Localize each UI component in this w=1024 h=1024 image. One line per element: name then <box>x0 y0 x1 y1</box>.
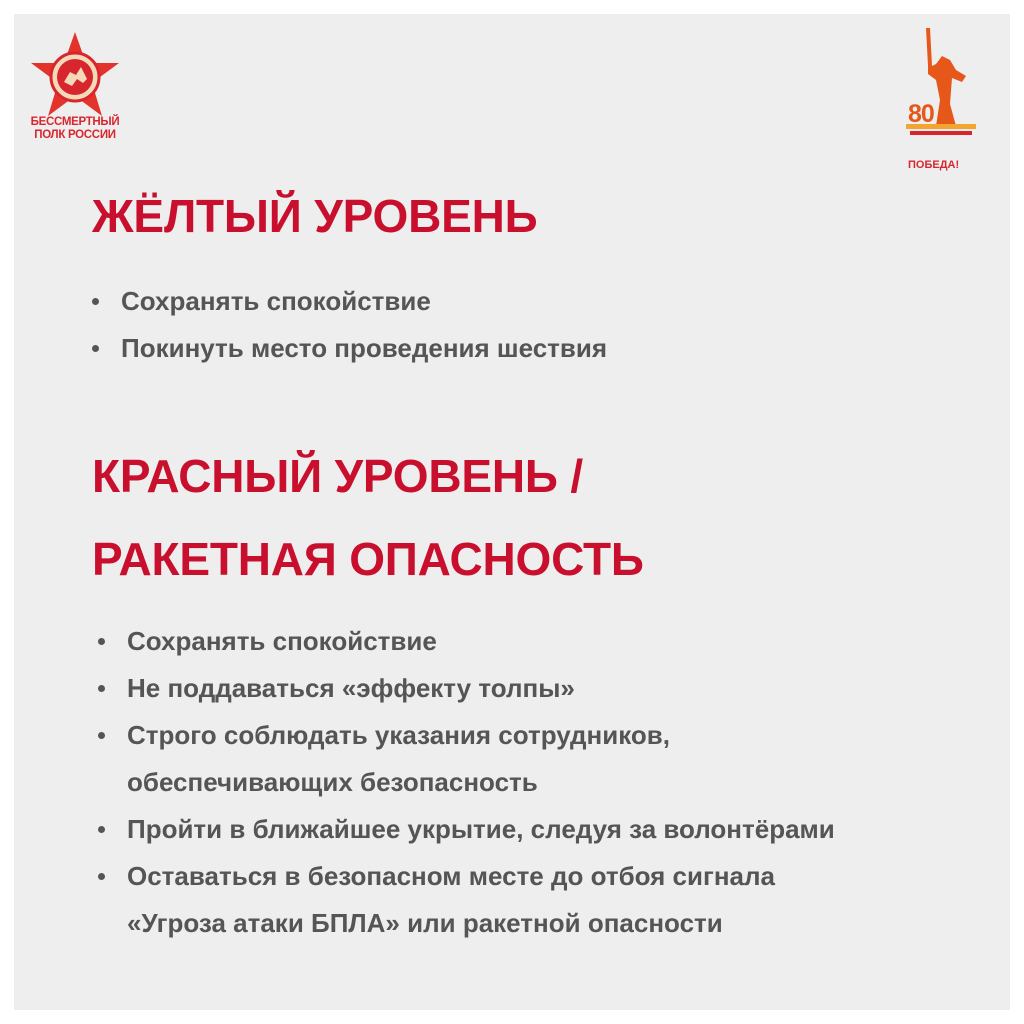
yellow-level-title: ЖЁЛТЫЙ УРОВЕНЬ <box>92 190 538 242</box>
red-star-icon <box>28 30 122 120</box>
red-level-title-line1: КРАСНЫЙ УРОВЕНЬ / <box>92 450 583 502</box>
list-item-text: Оставаться в безопасном месте до отбоя сигнала <box>127 861 775 891</box>
list-item-text: Сохранять спокойствие <box>121 286 431 316</box>
list-item-text-continued: обеспечивающих безопасность <box>127 767 538 797</box>
victory-number: 80 <box>908 100 934 128</box>
list-item-text: Пройти в ближайшее укрытие, следуя за волонтёрами <box>127 814 835 844</box>
list-item <box>98 712 835 806</box>
list-item <box>92 278 607 325</box>
list-item <box>98 618 835 665</box>
list-item <box>92 325 607 372</box>
red-level-list <box>98 618 835 947</box>
bullet-icon <box>98 732 105 739</box>
regiment-caption-line2: ПОЛК РОССИИ <box>34 129 116 141</box>
bullet-icon <box>98 638 105 645</box>
victory-80-logo <box>906 26 978 171</box>
list-item <box>98 853 835 947</box>
list-item-text: Сохранять спокойствие <box>127 626 437 656</box>
list-item <box>98 665 835 712</box>
bullet-icon <box>98 685 105 692</box>
bullet-icon <box>92 298 99 305</box>
list-item-text: Не поддаваться «эффекту толпы» <box>127 673 575 703</box>
bullet-icon <box>98 873 105 880</box>
list-item <box>98 806 835 853</box>
red-level-title-line2: РАКЕТНАЯ ОПАСНОСТЬ <box>92 533 644 585</box>
list-item-text: Строго соблюдать указания сотрудников, <box>127 720 671 750</box>
list-item-text-continued: «Угроза атаки БПЛА» или ракетной опасности <box>127 908 723 938</box>
motherland-statue-icon <box>906 26 978 156</box>
regiment-caption-line1: БЕССМЕРТНЫЙ <box>30 116 120 128</box>
yellow-level-list <box>92 278 607 372</box>
victory-word: ПОБЕДА! <box>908 159 960 171</box>
list-item-text: Покинуть место проведения шествия <box>121 333 608 363</box>
regiment-caption <box>28 116 122 142</box>
bullet-icon <box>92 345 99 352</box>
bullet-icon <box>98 826 105 833</box>
immortal-regiment-logo <box>28 30 122 150</box>
